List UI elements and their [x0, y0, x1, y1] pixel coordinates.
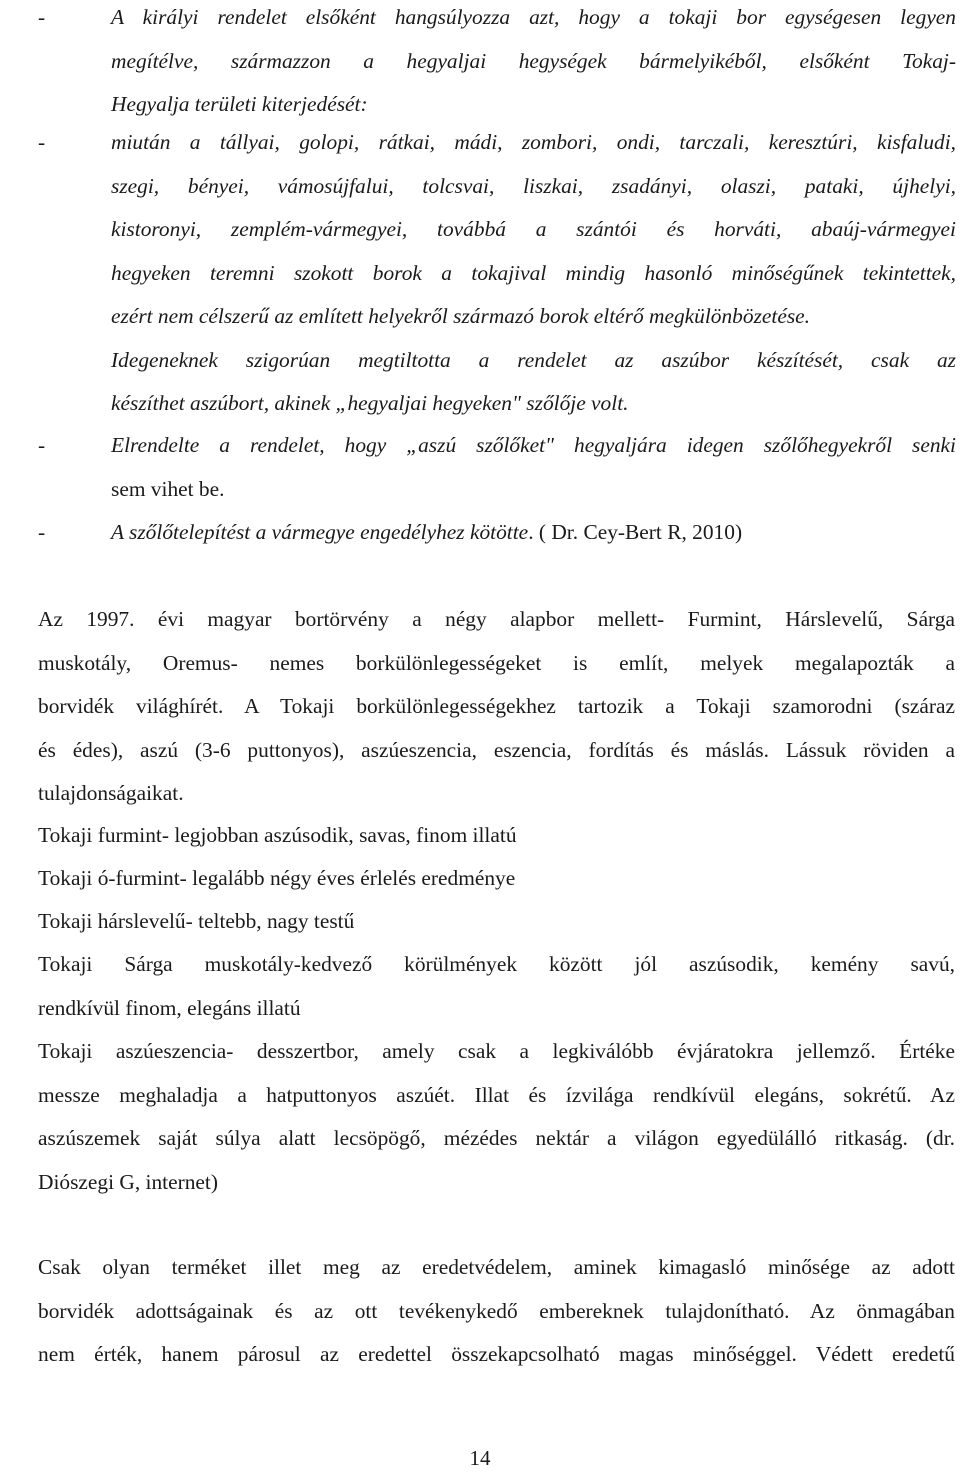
bullet-text	[111, 511, 956, 555]
citation: . ( Dr. Cey-Bert R, 2010)	[528, 520, 743, 544]
text-line	[111, 511, 956, 555]
text-line: ezért nem célszerű az említett helyekről származó borok eltérő megkülönbözetése.	[111, 304, 810, 328]
text-line: Hegyalja területi kiterjedését:	[111, 92, 368, 116]
bullet-item-planting	[0, 511, 960, 555]
italic-run: Elrendelte a rendelet, hogy „aszú szőlőket" hegyaljára idegen szőlőhegyekről senki	[111, 433, 956, 457]
paragraph-origin-protection	[38, 1246, 955, 1377]
bullet-item-royal-decree	[0, 0, 960, 127]
paragraph-wine-law	[38, 598, 955, 816]
page-number: 14	[469, 1446, 491, 1470]
bullet-dash: -	[38, 433, 46, 457]
text-line: és édes), aszú (3-6 puttonyos), aszúeszencia, eszencia, fordítás és máslás. Lássuk röviden a	[38, 737, 955, 762]
italic-run: A szőlőtelepítést a vármegye engedélyhez kötötte	[111, 520, 529, 544]
text-line: Csak olyan terméket illet meg az eredetvédelem, aminek kimagasló minősége az adott	[38, 1255, 955, 1279]
text-line: Az 1997. évi magyar bortörvény a négy alapbor mellett- Furmint, Hárslevelű, Sárga	[38, 607, 955, 631]
bullet-dash: -	[38, 520, 46, 544]
text-line: szegi, bényei, vámosújfalui, tolcsvai, liszkai, zsadányi, olaszi, pataki, újhelyi,	[111, 173, 956, 198]
text-line: megítélve, származzon a hegyaljai hegységek bármelyikéből, elsőként Tokaj-	[111, 48, 956, 73]
text-line: tulajdonságaikat.	[38, 781, 184, 805]
text-line: Tokaji Sárga muskotály-kedvező körülmények között jól aszúsodik, kemény savú,	[38, 952, 955, 976]
text-line: nem érték, hanem párosul az eredettel összekapcsolható magas minőséggel. Védett eredetű	[38, 1342, 955, 1366]
text-line: Idegeneknek szigorúan megtiltotta a rendelet az aszúbor készítését, csak az	[111, 347, 956, 372]
text-line: rendkívül finom, elegáns illatú	[38, 995, 301, 1020]
text-line: készíthet aszúbort, akinek „hegyaljai hegyeken" szőlője volt.	[111, 391, 629, 415]
text-line: aszúszemek saját súlya alatt lecsöpögő, mézédes nektár a világon egyedülálló ritkaság. (dr.	[38, 1126, 955, 1150]
wine-entry-aszueszencia	[38, 1030, 955, 1204]
bullet-text	[111, 121, 956, 426]
wine-entry-o-furmint: Tokaji ó-furmint- legalább négy éves érlelés eredménye	[38, 866, 516, 890]
text-line: kistoronyi, zemplém-vármegyei, továbbá a szántói és horváti, abaúj-vármegyei	[111, 217, 956, 241]
text-line: borvidék adottságainak és az ott tevékenykedő embereknek tulajdonítható. Az önmagában	[38, 1298, 955, 1323]
bullet-dash: -	[38, 5, 46, 29]
text-line: Tokaji aszúeszencia- desszertbor, amely csak a legkiválóbb évjáratokra jellemző. Értéke	[38, 1039, 955, 1063]
text-line: borvidék világhírét. A Tokaji borkülönlegességekhez tartozik a Tokaji szamorodni (száraz	[38, 694, 955, 718]
wine-entry-harslevelu: Tokaji hárslevelű- teltebb, nagy testű	[38, 909, 355, 933]
bullet-text	[111, 0, 956, 127]
text-line: sem vihet be.	[111, 476, 225, 501]
text-line: hegyeken teremni szokott borok a tokajival mindig hasonló minőségűnek tekintettek,	[111, 260, 956, 285]
bullet-dash: -	[38, 130, 46, 154]
wine-entry-furmint: Tokaji furmint- legjobban aszúsodik, savas, finom illatú	[38, 823, 517, 847]
text-line: A királyi rendelet elsőként hangsúlyozza azt, hogy a tokaji bor egységesen legyen	[111, 5, 956, 29]
text-line: miután a tállyai, golopi, rátkai, mádi, zombori, ondi, tarczali, keresztúri, kisfaludi,	[111, 130, 956, 154]
wine-entry-sarga-muskotaly	[38, 943, 955, 1030]
bullet-text	[111, 424, 956, 511]
text-line	[111, 424, 956, 468]
text-line: muskotály, Oremus- nemes borkülönlegességeket is említ, melyek megalapozták a	[38, 650, 955, 675]
bullet-item-import-ban	[0, 424, 960, 511]
text-line: messze meghaladja a hatputtonyos aszúét. Illat és ízvilága rendkívül elegáns, sokrétű. Az	[38, 1082, 955, 1107]
bullet-item-regions	[0, 121, 960, 426]
text-line: Diószegi G, internet)	[38, 1169, 218, 1194]
